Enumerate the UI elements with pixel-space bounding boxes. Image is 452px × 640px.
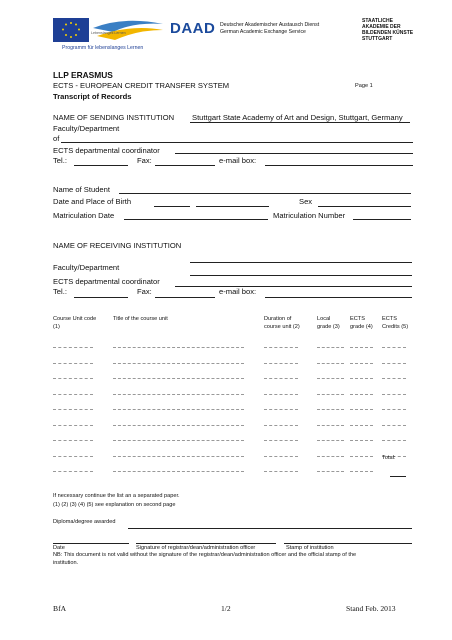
date-line[interactable]	[53, 543, 129, 544]
eu-logo-caption: Programm für lebenslanges Lernen	[62, 45, 144, 51]
signature-line[interactable]	[136, 543, 276, 544]
sending-coordinator-label: ECTS departmental coordinator	[53, 146, 160, 155]
academy-name-line: STAATLICHE	[362, 18, 393, 24]
table-cell[interactable]	[264, 409, 298, 410]
matriculation-number-line[interactable]	[353, 219, 411, 220]
table-cell[interactable]	[264, 440, 298, 441]
table-cell[interactable]	[382, 409, 406, 410]
table-cell[interactable]	[317, 347, 344, 348]
col-header-line2: grade (3)	[317, 324, 340, 330]
col-header-line2: course unit (2)	[264, 324, 300, 330]
daad-logo: DAAD	[170, 20, 216, 37]
receiving-coordinator-line[interactable]	[175, 286, 412, 287]
sending-faculty-line[interactable]	[61, 142, 413, 143]
col-header-line1: Duration of	[264, 316, 292, 322]
table-cell[interactable]	[350, 347, 373, 348]
table-cell[interactable]	[53, 394, 93, 395]
matriculation-date-label: Matriculation Date	[53, 211, 115, 220]
daad-name-en: German Academic Exchange Service	[220, 29, 306, 35]
table-cell[interactable]	[264, 456, 298, 457]
birth-date-line[interactable]	[154, 206, 190, 207]
receiving-institution-label: NAME OF RECEIVING INSTITUTION	[53, 241, 182, 250]
table-cell[interactable]	[317, 409, 344, 410]
col-header-ects-credits	[382, 315, 408, 331]
table-cell[interactable]	[382, 363, 406, 364]
receiving-tel-line[interactable]	[74, 297, 128, 298]
sending-faculty-label: Faculty/Department	[53, 124, 120, 133]
table-cell[interactable]	[264, 378, 298, 379]
col-header-line1: Local	[317, 316, 331, 322]
table-cell[interactable]	[317, 456, 344, 457]
table-cell[interactable]	[113, 471, 244, 472]
explanation-note: (1) (2) (3) (4) (5) see explanation on second page	[53, 502, 176, 508]
table-cell[interactable]	[113, 378, 244, 379]
table-cell[interactable]	[350, 440, 373, 441]
col-header-line1: ECTS	[382, 316, 397, 322]
receiving-fax-label: Fax:	[137, 287, 152, 296]
sending-tel-label: Tel.:	[53, 156, 67, 165]
table-cell[interactable]	[53, 347, 93, 348]
student-name-line[interactable]	[119, 193, 411, 194]
table-cell[interactable]	[53, 425, 93, 426]
col-header-line2: (1)	[53, 324, 60, 330]
table-cell[interactable]	[317, 440, 344, 441]
table-cell[interactable]	[113, 425, 244, 426]
receiving-institution-line[interactable]	[190, 262, 412, 263]
col-header-line1: ECTS	[350, 316, 365, 322]
table-cell[interactable]	[382, 394, 406, 395]
diploma-line[interactable]	[128, 528, 412, 529]
receiving-faculty-line[interactable]	[190, 275, 412, 276]
table-cell[interactable]	[350, 378, 373, 379]
academy-name-line: BILDENDEN KÜNSTE	[362, 30, 414, 36]
receiving-faculty-label: Faculty/Department	[53, 263, 120, 272]
col-header-title	[113, 315, 168, 323]
sending-email-line[interactable]	[265, 165, 413, 166]
sending-institution-line	[190, 122, 410, 123]
date-label: Date	[53, 545, 65, 551]
table-cell[interactable]	[113, 347, 244, 348]
table-cell[interactable]	[317, 471, 344, 472]
page-number: Page 1	[355, 83, 373, 89]
sending-fax-label: Fax:	[137, 156, 152, 165]
table-cell[interactable]	[264, 363, 298, 364]
total-label: Total:	[382, 455, 396, 461]
table-cell[interactable]	[264, 425, 298, 426]
table-cell[interactable]	[264, 394, 298, 395]
col-header-code	[53, 315, 96, 331]
receiving-tel-label: Tel.:	[53, 287, 67, 296]
table-cell[interactable]	[113, 409, 244, 410]
stamp-label: Stamp of institution	[286, 545, 334, 551]
sex-label: Sex	[299, 197, 313, 206]
table-cell[interactable]	[350, 425, 373, 426]
col-header-line2: Credits (5)	[382, 324, 409, 330]
stamp-line[interactable]	[284, 543, 412, 544]
receiving-fax-line[interactable]	[155, 297, 215, 298]
table-cell[interactable]	[113, 440, 244, 441]
table-cell[interactable]	[382, 440, 406, 441]
total-line[interactable]	[390, 476, 406, 477]
table-cell[interactable]	[113, 456, 244, 457]
validity-note-cont: institution.	[53, 560, 79, 566]
table-cell[interactable]	[382, 347, 406, 348]
receiving-email-label: e-mail box:	[219, 287, 257, 296]
signature-label: Signature of registrar/dean/administration officer	[136, 545, 256, 551]
sex-line[interactable]	[318, 206, 411, 207]
footer-right: Stand Feb. 2013	[346, 604, 396, 613]
sending-institution-label: NAME OF SENDING INSTITUTION	[53, 113, 175, 122]
daad-name-de: Deutscher Akademischer Austausch Dienst	[220, 22, 320, 28]
table-cell[interactable]	[53, 440, 93, 441]
matriculation-number-label: Matriculation Number	[273, 211, 346, 220]
sending-tel-line[interactable]	[74, 165, 128, 166]
col-header-duration	[264, 315, 300, 331]
footer-left: BfA	[53, 604, 67, 613]
program-title: LLP ERASMUS	[53, 70, 113, 80]
system-title: ECTS - EUROPEAN CREDIT TRANSFER SYSTEM	[53, 81, 230, 90]
receiving-email-line[interactable]	[265, 297, 412, 298]
receiving-coordinator-label: ECTS departmental coordinator	[53, 277, 160, 286]
col-header-line1: Course Unit code	[53, 316, 97, 322]
table-cell[interactable]	[113, 363, 244, 364]
col-header-local-grade	[317, 315, 340, 331]
table-cell[interactable]	[317, 425, 344, 426]
table-cell[interactable]	[113, 394, 244, 395]
col-header-line1: Title of the course unit	[113, 316, 168, 322]
continue-note: If necessary continue the list an a separated paper.	[53, 493, 180, 499]
col-header-line2: grade (4)	[350, 324, 373, 330]
diploma-label: Diploma/degree awarded	[53, 519, 116, 525]
validity-note: NB: This document is not valid without the signature of the registrar/dean/administration officer and the official stamp of the	[53, 552, 357, 558]
academy-name-line: AKADEMIE DER	[362, 24, 401, 30]
table-cell[interactable]	[53, 409, 93, 410]
sending-fax-line[interactable]	[155, 165, 215, 166]
table-cell[interactable]	[53, 378, 93, 379]
table-cell[interactable]	[382, 378, 406, 379]
footer-page: 1/2	[221, 604, 231, 613]
table-cell[interactable]	[350, 456, 373, 457]
sending-email-label: e-mail box:	[219, 156, 257, 165]
birth-label: Date and Place of Birth	[53, 197, 132, 206]
table-cell[interactable]	[264, 471, 298, 472]
table-cell[interactable]	[350, 394, 373, 395]
table-cell[interactable]	[317, 363, 344, 364]
table-cell[interactable]	[53, 363, 93, 364]
table-cell[interactable]	[317, 378, 344, 379]
table-cell[interactable]	[350, 471, 373, 472]
sending-institution-value: Stuttgart State Academy of Art and Design, Stuttgart, Germany	[192, 113, 403, 122]
transcript-subtitle: Transcript of Records	[53, 92, 132, 101]
table-cell[interactable]	[350, 363, 373, 364]
table-cell[interactable]	[264, 347, 298, 348]
eu-llp-logo	[53, 18, 165, 44]
academy-name-line: STUTTGART	[362, 36, 393, 42]
table-cell[interactable]	[350, 409, 373, 410]
table-cell[interactable]	[382, 425, 406, 426]
matriculation-date-line[interactable]	[124, 219, 268, 220]
table-cell[interactable]	[53, 456, 93, 457]
table-cell[interactable]	[53, 471, 93, 472]
sending-coordinator-line[interactable]	[175, 153, 413, 154]
academy-logo	[362, 18, 413, 42]
birth-place-line[interactable]	[196, 206, 269, 207]
col-header-ects-grade	[350, 315, 373, 331]
sending-of-label: of	[53, 134, 60, 143]
student-name-label: Name of Student	[53, 185, 110, 194]
eu-logo-small-text: Lebenslanges Lernen	[91, 31, 126, 35]
table-cell[interactable]	[317, 394, 344, 395]
